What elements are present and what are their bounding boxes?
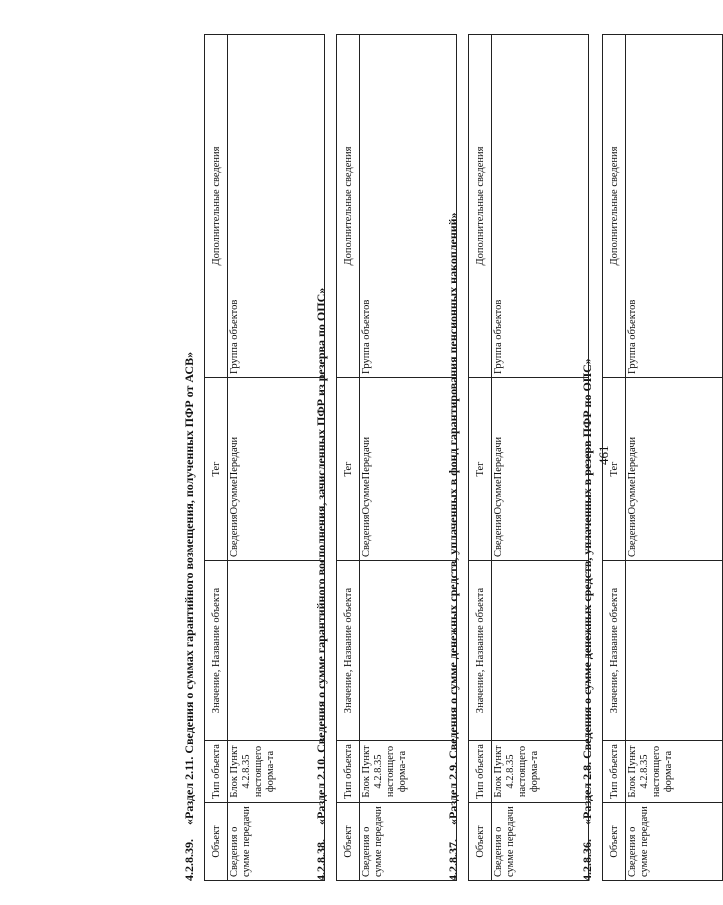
table-header-row <box>603 35 626 881</box>
header-tag: Тег <box>603 378 626 561</box>
header-object: Объект <box>205 803 228 881</box>
section-number: 4.2.8.38. <box>314 839 328 881</box>
header-extra: Дополнительные сведения <box>469 35 492 378</box>
cell-type: Блок Пункт 4.2.8.35 настоящего форма-та <box>626 741 723 803</box>
table-row <box>626 35 723 881</box>
table-header-row <box>337 35 360 881</box>
header-tag: Тег <box>205 378 228 561</box>
cell-object: Сведения о сумме передачи <box>360 803 457 881</box>
header-value: Значение, Название объекта <box>469 561 492 741</box>
cell-extra: Группа объектов <box>360 35 457 378</box>
header-extra: Дополнительные сведения <box>205 35 228 378</box>
section-number: 4.2.8.36. <box>580 839 594 881</box>
header-type: Тип объекта <box>205 741 228 803</box>
cell-object: Сведения о сумме передачи <box>626 803 723 881</box>
table-row <box>360 35 457 881</box>
section-number: 4.2.8.39. <box>182 839 196 881</box>
table-header-row <box>205 35 228 881</box>
cell-value <box>492 561 589 741</box>
section-title: «Раздел 2.9. Сведения о сумме денежных средств, уплаченных в фонд гарантирования пенсионных накоплений» <box>446 212 460 825</box>
header-object: Объект <box>603 803 626 881</box>
header-value: Значение, Название объекта <box>603 561 626 741</box>
section-title: «Раздел 2.8. Сведения о сумме денежных средств, уплаченных в резерв ПФР по ОПС» <box>580 358 594 825</box>
cell-tag: СведенияОсуммеПередачи <box>228 378 325 561</box>
section-title: «Раздел 2.11. Сведения о суммах гарантийного возмещения, полученных ПФР от АСВ» <box>182 351 196 825</box>
cell-tag: СведенияОсуммеПередачи <box>360 378 457 561</box>
cell-type: Блок Пункт 4.2.8.35 настоящего форма-та <box>228 741 325 803</box>
header-tag: Тег <box>469 378 492 561</box>
header-object: Объект <box>337 803 360 881</box>
section-4-2-8-36 <box>578 21 723 881</box>
table-row <box>492 35 589 881</box>
section-4-2-8-38 <box>312 21 457 881</box>
cell-extra: Группа объектов <box>228 35 325 378</box>
section-table <box>204 34 325 881</box>
cell-extra: Группа объектов <box>492 35 589 378</box>
cell-type: Блок Пункт 4.2.8.35 настоящего форма-та <box>360 741 457 803</box>
section-4-2-8-39 <box>180 21 325 881</box>
page-number: 461 <box>596 445 611 465</box>
section-heading <box>180 21 198 881</box>
cell-tag: СведенияОсуммеПередачи <box>492 378 589 561</box>
section-table <box>336 34 457 881</box>
table-header-row <box>469 35 492 881</box>
section-table <box>602 34 723 881</box>
section-4-2-8-37 <box>444 21 589 881</box>
header-type: Тип объекта <box>603 741 626 803</box>
header-type: Тип объекта <box>469 741 492 803</box>
cell-value <box>228 561 325 741</box>
cell-type: Блок Пункт 4.2.8.35 настоящего форма-та <box>492 741 589 803</box>
header-tag: Тег <box>337 378 360 561</box>
header-value: Значение, Название объекта <box>205 561 228 741</box>
section-title: «Раздел 2.10. Сведения о сумме гарантийного восполнения, зачисленных ПФР из резерва по ОПС» <box>314 287 328 825</box>
cell-object: Сведения о сумме передачи <box>228 803 325 881</box>
cell-extra: Группа объектов <box>626 35 723 378</box>
header-object: Объект <box>469 803 492 881</box>
header-extra: Дополнительные сведения <box>337 35 360 378</box>
section-table <box>468 34 589 881</box>
cell-value <box>626 561 723 741</box>
header-type: Тип объекта <box>337 741 360 803</box>
cell-tag: СведенияОсуммеПередачи <box>626 378 723 561</box>
section-number: 4.2.8.37. <box>446 839 460 881</box>
table-row <box>228 35 325 881</box>
cell-object: Сведения о сумме передачи <box>492 803 589 881</box>
header-value: Значение, Название объекта <box>337 561 360 741</box>
cell-value <box>360 561 457 741</box>
header-extra: Дополнительные сведения <box>603 35 626 378</box>
